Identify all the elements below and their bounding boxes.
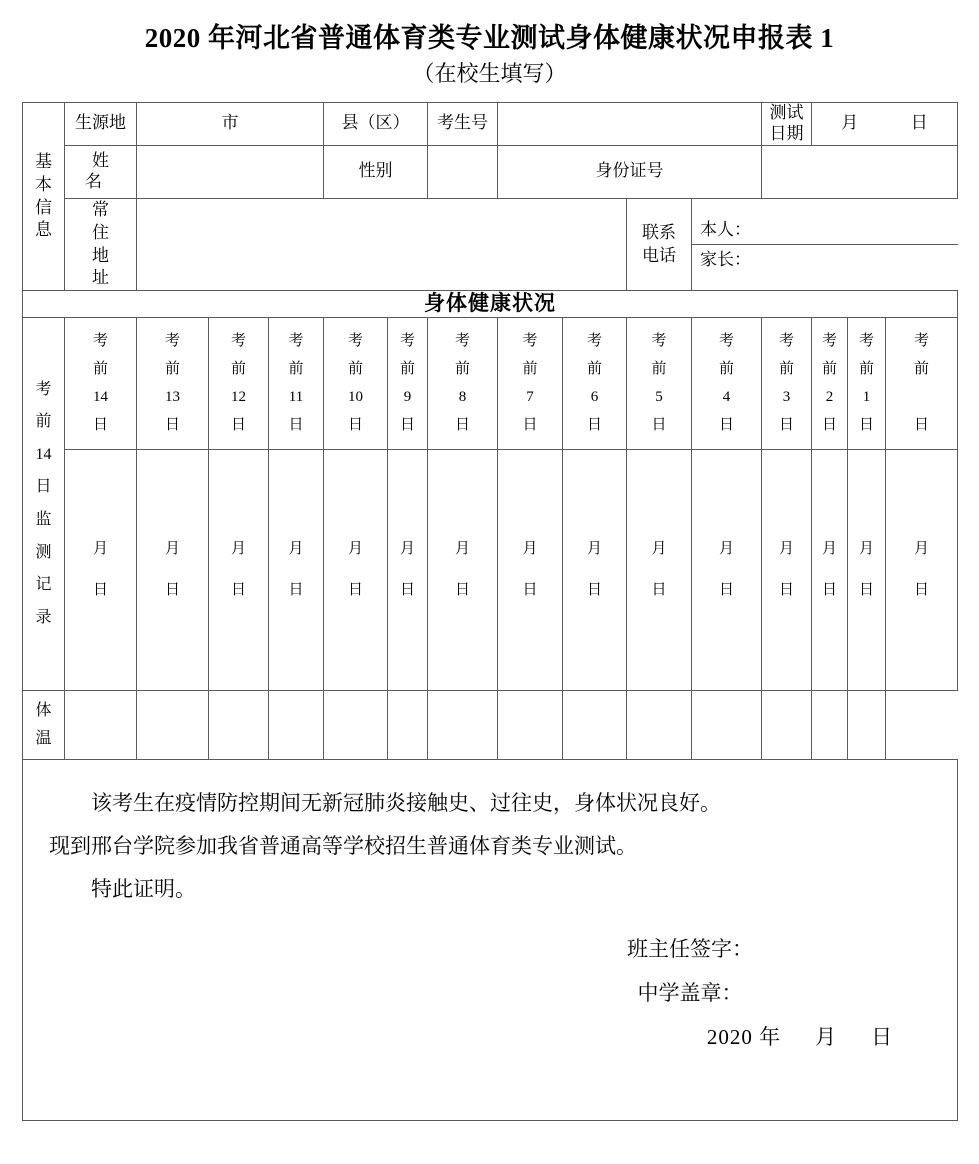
day-header-mid: 前 xyxy=(522,361,538,378)
record-day-char: 日 xyxy=(651,581,667,598)
record-month-char: 月 xyxy=(651,540,667,557)
day-header-mid: 前 xyxy=(288,361,304,378)
exam-number-input[interactable] xyxy=(498,102,762,145)
basic-info-label-char-2: 本 xyxy=(35,174,52,194)
teacher-signature-label[interactable]: 班主任签字： xyxy=(627,936,754,961)
day-header-mid: 前 xyxy=(858,361,874,378)
phone-parent-field[interactable]: 家长： xyxy=(700,249,751,269)
temperature-cell[interactable] xyxy=(627,690,692,759)
day-header-bottom: 日 xyxy=(858,417,874,434)
day-header-top: 考 xyxy=(164,333,180,350)
day-header-top: 考 xyxy=(858,333,874,350)
temperature-cell[interactable] xyxy=(209,690,269,759)
day-header-top: 考 xyxy=(586,333,602,350)
temperature-cell[interactable] xyxy=(428,690,498,759)
record-cell[interactable] xyxy=(762,449,812,690)
day-header-cell xyxy=(498,317,563,449)
day-header-mid: 前 xyxy=(92,361,108,378)
record-day-char: 日 xyxy=(164,581,180,598)
signature-date-day: 日 xyxy=(871,1024,894,1049)
temperature-cell[interactable] xyxy=(848,690,886,759)
day-header-number: 2 xyxy=(825,389,834,406)
basic-info-row-name xyxy=(23,145,958,198)
temperature-cell[interactable] xyxy=(762,690,812,759)
monitoring-label-char-7: 记 xyxy=(35,576,52,594)
day-header-cell xyxy=(848,317,886,449)
day-header-number: 11 xyxy=(288,389,304,406)
day-header-top: 考 xyxy=(778,333,794,350)
record-day-char: 日 xyxy=(92,581,108,598)
test-date-day-char: 日 xyxy=(910,113,928,133)
basic-info-row-origin xyxy=(23,102,958,145)
day-header-top: 考 xyxy=(92,333,108,350)
record-month-char: 月 xyxy=(586,540,602,557)
origin-county-field[interactable]: 县（区） xyxy=(324,102,428,145)
day-header-cell xyxy=(269,317,324,449)
day-header-bottom: 日 xyxy=(718,417,734,434)
exam-number-label: 考生号 xyxy=(428,102,498,145)
record-cell[interactable] xyxy=(209,449,269,690)
basic-info-label-char-3: 信 xyxy=(35,197,52,217)
day-header-top: 考 xyxy=(347,333,363,350)
basic-info-label-char-4: 息 xyxy=(35,220,52,240)
day-header-cell xyxy=(65,317,137,449)
temperature-cell[interactable] xyxy=(65,690,137,759)
record-cell[interactable] xyxy=(563,449,627,690)
gender-input[interactable] xyxy=(428,145,498,198)
day-header-number: 1 xyxy=(862,389,871,406)
health-declaration-table xyxy=(22,102,958,1121)
health-section-header: 身体健康状况 xyxy=(23,291,958,317)
monitoring-label-char-2: 前 xyxy=(35,413,52,431)
monitoring-label-char-4: 日 xyxy=(35,478,52,496)
day-header-cell xyxy=(428,317,498,449)
test-date-label: 测试日期 xyxy=(762,102,812,145)
day-header-mid: 前 xyxy=(821,361,837,378)
day-header-cell xyxy=(762,317,812,449)
day-header-top: 考 xyxy=(651,333,667,350)
day-header-mid: 前 xyxy=(586,361,602,378)
statement-row xyxy=(23,759,958,1120)
test-date-field[interactable] xyxy=(812,102,958,145)
record-month-char: 月 xyxy=(92,540,108,557)
day-header-cell xyxy=(627,317,692,449)
page-title: 2020 年河北省普通体育类专业测试身体健康状况申报表 1 xyxy=(144,23,835,53)
record-cell[interactable] xyxy=(137,449,209,690)
record-cell[interactable] xyxy=(848,449,886,690)
basic-info-label-char-1: 基 xyxy=(35,151,52,171)
monitoring-label-char-6: 测 xyxy=(35,543,52,561)
record-month-char: 月 xyxy=(347,540,363,557)
record-cell[interactable] xyxy=(498,449,563,690)
day-header-number: 10 xyxy=(348,389,363,406)
day-header-bottom: 日 xyxy=(454,417,470,434)
day-header-mid: 前 xyxy=(914,361,930,378)
phone-fields-cell xyxy=(692,198,958,291)
address-label-line-1: 常 住 xyxy=(92,199,144,242)
day-header-row xyxy=(23,317,958,449)
day-header-bottom: 日 xyxy=(586,417,602,434)
temperature-cell[interactable] xyxy=(388,690,428,759)
record-cell[interactable] xyxy=(428,449,498,690)
day-header-bottom: 日 xyxy=(651,417,667,434)
day-header-number: 12 xyxy=(231,389,246,406)
temperature-cell[interactable] xyxy=(137,690,209,759)
basic-info-row-address xyxy=(23,198,958,291)
monitoring-label-char-3: 14 xyxy=(35,445,52,463)
record-month-char: 月 xyxy=(821,540,837,557)
record-month-char: 月 xyxy=(288,540,304,557)
temperature-label-char-1: 体 xyxy=(35,701,52,719)
day-header-top: 考 xyxy=(230,333,246,350)
id-number-label: 身份证号 xyxy=(498,145,762,198)
day-header-cell xyxy=(886,317,958,449)
record-cell[interactable] xyxy=(812,449,848,690)
monitoring-label-char-8: 录 xyxy=(35,608,52,626)
day-header-bottom: 日 xyxy=(399,417,415,434)
day-header-mid: 前 xyxy=(347,361,363,378)
page-subtitle: （在校生填写） xyxy=(412,60,567,86)
day-header-number: 4 xyxy=(722,389,731,406)
day-header-bottom: 日 xyxy=(821,417,837,434)
statement-block xyxy=(23,760,957,921)
day-header-number: 13 xyxy=(165,389,180,406)
temperature-label-char-2: 温 xyxy=(35,729,52,747)
day-header-bottom: 日 xyxy=(778,417,794,434)
signature-date-month: 月 xyxy=(815,1024,838,1049)
record-day-char: 日 xyxy=(914,581,930,598)
record-month-char: 月 xyxy=(718,540,734,557)
monitoring-label-char-5: 监 xyxy=(35,511,52,529)
temperature-cell[interactable] xyxy=(324,690,388,759)
record-month-char: 月 xyxy=(914,540,930,557)
day-header-number: 9 xyxy=(403,389,412,406)
gender-label: 性别 xyxy=(324,145,428,198)
statement-cell xyxy=(23,759,958,1120)
address-label xyxy=(65,198,144,291)
record-month-char: 月 xyxy=(164,540,180,557)
statement-line-2: 现到邢台学院参加我省普通高等学校招生普通体育类专业测试。 xyxy=(49,833,637,858)
day-header-bottom: 日 xyxy=(347,417,363,434)
record-day-char: 日 xyxy=(399,581,415,598)
record-day-char: 日 xyxy=(347,581,363,598)
address-input[interactable] xyxy=(137,198,627,291)
record-day-char: 日 xyxy=(454,581,470,598)
health-section-header-row xyxy=(23,291,958,317)
day-header-top: 考 xyxy=(399,333,415,350)
day-header-top: 考 xyxy=(522,333,538,350)
day-header-cell xyxy=(137,317,209,449)
record-day-char: 日 xyxy=(586,581,602,598)
day-header-bottom: 日 xyxy=(914,417,930,434)
day-header-bottom: 日 xyxy=(288,417,304,434)
school-seal-label[interactable]: 中学盖章： xyxy=(637,980,743,1005)
record-cell[interactable] xyxy=(388,449,428,690)
record-cell[interactable] xyxy=(324,449,388,690)
record-cell[interactable] xyxy=(269,449,324,690)
day-header-mid: 前 xyxy=(651,361,667,378)
day-header-cell xyxy=(388,317,428,449)
day-header-number: 7 xyxy=(526,389,534,406)
origin-city-field[interactable]: 市 xyxy=(137,102,324,145)
day-header-cell xyxy=(563,317,627,449)
phone-self-field[interactable]: 本人： xyxy=(692,216,958,245)
record-day-char: 日 xyxy=(718,581,734,598)
day-header-top: 考 xyxy=(454,333,470,350)
phone-label-line-1: 联系 xyxy=(642,222,676,242)
statement-line-3: 特此证明。 xyxy=(91,876,196,901)
temperature-cell[interactable] xyxy=(269,690,324,759)
statement-line-1: 该考生在疫情防控期间无新冠肺炎接触史、过往史，身体状况良好。 xyxy=(91,790,721,815)
day-header-mid: 前 xyxy=(778,361,794,378)
temperature-row xyxy=(23,690,958,759)
signature-date-year: 2020 年 xyxy=(706,1024,782,1049)
title-block xyxy=(0,0,979,90)
day-header-cell xyxy=(324,317,388,449)
record-cell[interactable] xyxy=(692,449,762,690)
day-header-bottom: 日 xyxy=(92,417,108,434)
day-header-mid: 前 xyxy=(454,361,470,378)
id-number-input[interactable] xyxy=(762,145,958,198)
record-day-char: 日 xyxy=(858,581,874,598)
record-month-char: 月 xyxy=(399,540,415,557)
day-header-mid: 前 xyxy=(230,361,246,378)
record-month-char: 月 xyxy=(522,540,538,557)
day-header-number: 6 xyxy=(590,389,599,406)
phone-label-line-2: 电话 xyxy=(642,245,676,265)
record-month-char: 月 xyxy=(454,540,470,557)
day-header-number: 14 xyxy=(93,389,108,406)
record-month-char: 月 xyxy=(230,540,246,557)
temperature-label xyxy=(23,690,65,759)
record-cell[interactable] xyxy=(65,449,137,690)
monitoring-row-label xyxy=(23,317,65,690)
day-header-mid: 前 xyxy=(718,361,734,378)
record-cell[interactable] xyxy=(627,449,692,690)
temperature-cell[interactable] xyxy=(812,690,848,759)
signature-date-line[interactable] xyxy=(49,1015,931,1059)
day-header-top: 考 xyxy=(718,333,734,350)
monitoring-record-row xyxy=(23,449,958,690)
day-header-bottom: 日 xyxy=(230,417,246,434)
record-day-char: 日 xyxy=(522,581,538,598)
record-month-char: 月 xyxy=(778,540,794,557)
day-header-number: 5 xyxy=(655,389,663,406)
address-label-line-2: 地 址 xyxy=(92,245,144,288)
temperature-cell[interactable] xyxy=(563,690,627,759)
basic-info-row-label xyxy=(23,102,65,291)
record-day-char: 日 xyxy=(778,581,794,598)
phone-label xyxy=(627,198,692,291)
form-container xyxy=(22,102,957,1121)
record-day-char: 日 xyxy=(230,581,246,598)
day-header-cell xyxy=(692,317,762,449)
name-input[interactable] xyxy=(137,145,324,198)
day-header-bottom: 日 xyxy=(522,417,538,434)
temperature-cell[interactable] xyxy=(692,690,762,759)
name-label xyxy=(65,145,154,198)
day-header-bottom: 日 xyxy=(164,417,180,434)
record-cell[interactable] xyxy=(886,449,958,690)
record-day-char: 日 xyxy=(288,581,304,598)
day-header-cell xyxy=(812,317,848,449)
day-header-top: 考 xyxy=(288,333,304,350)
temperature-cell[interactable] xyxy=(498,690,563,759)
origin-label: 生源地 xyxy=(65,102,137,145)
record-day-char: 日 xyxy=(821,581,837,598)
test-date-month-char: 月 xyxy=(841,113,859,133)
day-header-top: 考 xyxy=(821,333,837,350)
day-header-number: 8 xyxy=(458,389,467,406)
day-header-number: 3 xyxy=(782,389,791,406)
day-header-top: 考 xyxy=(914,333,930,350)
day-header-cell xyxy=(209,317,269,449)
day-header-mid: 前 xyxy=(399,361,415,378)
day-header-mid: 前 xyxy=(164,361,180,378)
name-label-text: 姓 名 xyxy=(85,151,154,191)
signature-block xyxy=(23,921,957,1059)
monitoring-label-char-1: 考 xyxy=(35,380,52,398)
record-month-char: 月 xyxy=(858,540,874,557)
